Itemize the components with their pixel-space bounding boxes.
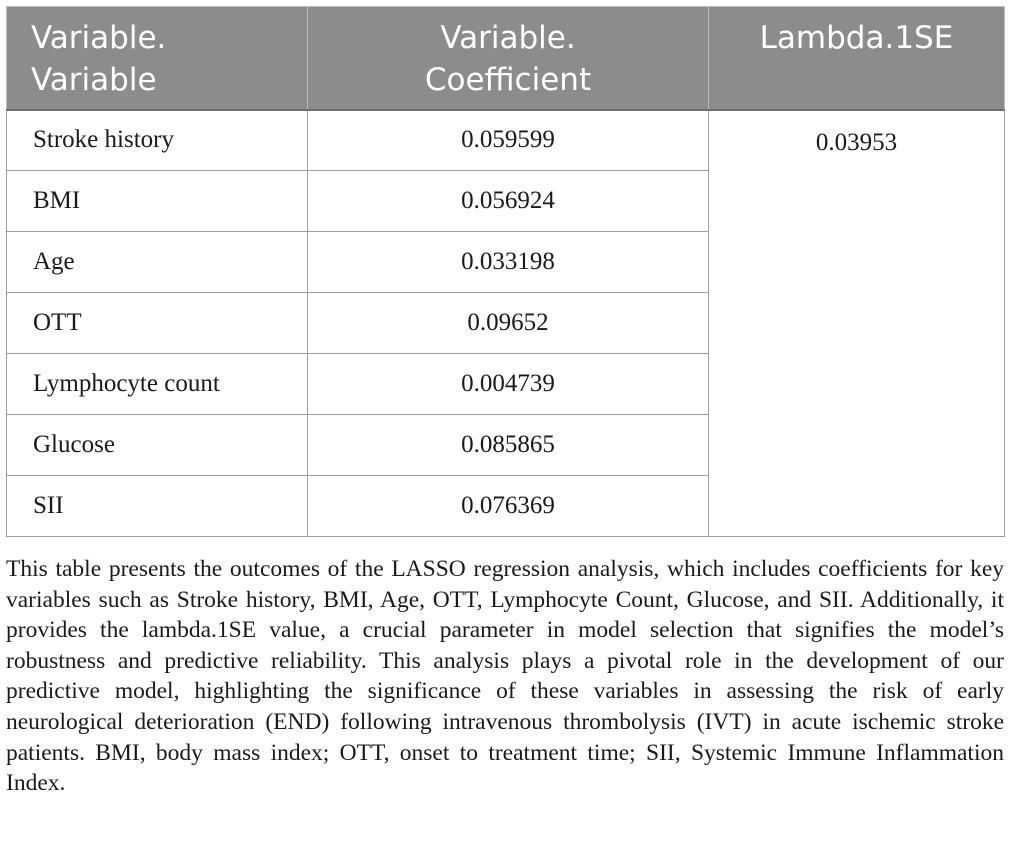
header-coefficient-line2: Coefficient	[424, 62, 592, 98]
cell-coefficient: 0.09652	[308, 293, 709, 354]
cell-coefficient: 0.085865	[308, 415, 709, 476]
cell-variable: BMI	[7, 171, 308, 232]
header-lambda-label: Lambda.1SE	[759, 20, 954, 56]
cell-lambda-value: 0.03953	[709, 110, 1005, 537]
cell-coefficient: 0.059599	[308, 110, 709, 171]
header-variable	[7, 7, 308, 110]
cell-variable: Glucose	[7, 415, 308, 476]
cell-coefficient: 0.076369	[308, 476, 709, 537]
table-body	[7, 110, 1005, 537]
table-header	[7, 7, 1005, 110]
table-row	[7, 110, 1005, 171]
cell-variable: OTT	[7, 293, 308, 354]
header-variable-line2: Variable	[31, 62, 157, 98]
cell-variable: Age	[7, 232, 308, 293]
header-lambda	[709, 7, 1005, 110]
cell-variable: Lymphocyte count	[7, 354, 308, 415]
lasso-table-container	[6, 6, 1004, 537]
header-row	[7, 7, 1005, 110]
cell-coefficient: 0.033198	[308, 232, 709, 293]
header-variable-line1: Variable.	[31, 20, 167, 56]
cell-variable: SII	[7, 476, 308, 537]
lasso-results-table	[6, 6, 1005, 537]
header-coefficient	[308, 7, 709, 110]
header-coefficient-line1: Variable.	[440, 20, 576, 56]
cell-variable: Stroke history	[7, 110, 308, 171]
table-caption: This table presents the outcomes of the LASSO regression analysis, which includes coefficients for key variables such as Stroke history, BMI, Age, OTT, Lymphocyte Count, Glucose, and SII. Additionally, it provides the lambda.1SE value, a crucial parameter in model selection that signifies the model’s robustness and predictive reliability. This analysis plays a pivotal role in the development of our predictive model, highlighting the significance of these variables in assessing the risk of early neurological deterioration (END) following intravenous thrombolysis (IVT) in acute ischemic stroke patients. BMI, body mass index; OTT, onset to treatment time; SII, Systemic Immune Inflammation Index.	[6, 556, 1004, 797]
cell-coefficient: 0.004739	[308, 354, 709, 415]
cell-coefficient: 0.056924	[308, 171, 709, 232]
